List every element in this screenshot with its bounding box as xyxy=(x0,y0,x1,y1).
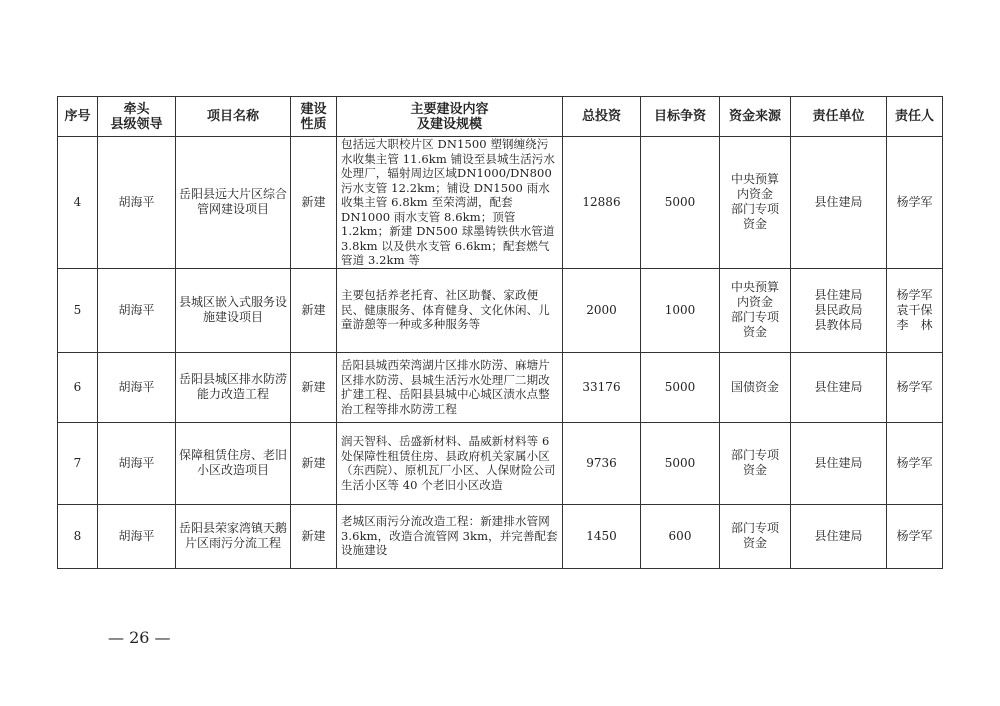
row-funding-source: 中央预算 内资金 部门专项 资金 xyxy=(720,137,791,269)
row-leader: 胡海平 xyxy=(98,504,176,568)
row-funding-source: 部门专项 资金 xyxy=(720,422,791,504)
row-total-investment: 2000 xyxy=(563,268,641,352)
row-content: 润天智科、岳盛新材料、晶威新材料等 6 处保障性租赁住房、县政府机关家属小区（东西院）、原机瓦厂小区、人保财险公司生活小区等 40 个老旧小区改造 xyxy=(337,422,563,504)
row-responsible-unit: 县住建局 xyxy=(791,422,887,504)
header-nature: 建设 性质 xyxy=(291,97,337,137)
row-funding-source: 中央预算 内资金 部门专项 资金 xyxy=(720,268,791,352)
row-target-funding: 1000 xyxy=(641,268,720,352)
table-row xyxy=(58,268,943,352)
row-total-investment: 1450 xyxy=(563,504,641,568)
row-total-investment: 9736 xyxy=(563,422,641,504)
row-responsible-person: 杨学军 袁干保 李 林 xyxy=(887,268,943,352)
row-responsible-unit: 县住建局 xyxy=(791,352,887,422)
row-responsible-unit: 县住建局 xyxy=(791,137,887,269)
row-leader: 胡海平 xyxy=(98,137,176,269)
row-responsible-person: 杨学军 xyxy=(887,422,943,504)
row-responsible-person: 杨学军 xyxy=(887,137,943,269)
header-content: 主要建设内容 及建设规模 xyxy=(337,97,563,137)
row-total-investment: 33176 xyxy=(563,352,641,422)
row-target-funding: 5000 xyxy=(641,137,720,269)
row-nature: 新建 xyxy=(291,137,337,269)
header-funding-source: 资金来源 xyxy=(720,97,791,137)
row-project-name: 县城区嵌入式服务设施建设项目 xyxy=(176,268,291,352)
row-leader: 胡海平 xyxy=(98,352,176,422)
row-leader: 胡海平 xyxy=(98,422,176,504)
row-project-name: 岳阳县城区排水防涝能力改造工程 xyxy=(176,352,291,422)
row-project-name: 岳阳县荣家湾镇天鹅片区雨污分流工程 xyxy=(176,504,291,568)
row-target-funding: 600 xyxy=(641,504,720,568)
table-row xyxy=(58,504,943,568)
header-total-investment: 总投资 xyxy=(563,97,641,137)
row-project-name: 岳阳县远大片区综合管网建设项目 xyxy=(176,137,291,269)
row-content: 岳阳县城西荣湾湖片区排水防涝、麻塘片区排水防涝、县城生活污水处理厂二期改扩建工程、岳阳县县城中心城区渍水点整治工程等排水防涝工程 xyxy=(337,352,563,422)
row-total-investment: 12886 xyxy=(563,137,641,269)
row-nature: 新建 xyxy=(291,352,337,422)
row-responsible-person: 杨学军 xyxy=(887,504,943,568)
row-index: 5 xyxy=(58,268,98,352)
row-index: 4 xyxy=(58,137,98,269)
row-index: 7 xyxy=(58,422,98,504)
row-index: 6 xyxy=(58,352,98,422)
header-project-name: 项目名称 xyxy=(176,97,291,137)
header-target-funding: 目标争资 xyxy=(641,97,720,137)
row-responsible-unit: 县住建局 县民政局 县教体局 xyxy=(791,268,887,352)
row-funding-source: 国债资金 xyxy=(720,352,791,422)
row-nature: 新建 xyxy=(291,504,337,568)
row-content: 主要包括养老托育、社区助餐、家政便民、健康服务、体育健身、文化休闲、儿童游憩等一种或多种服务等 xyxy=(337,268,563,352)
row-nature: 新建 xyxy=(291,422,337,504)
row-content: 包括远大职校片区 DN1500 塑钢缠绕污水收集主管 11.6km 铺设至县城生活污水处理厂，辐射周边区域DN1000/DN800污水支管 12.2km；铺设 DN1500 雨水收集主管 6.8km 至荣湾湖，配套 DN1000 雨水支管 8.6km；顶管 1.2km；新建 DN500 球墨铸铁供水管道 3.8km 以及供水支管 6.6km；配套燃气管道 3.2km 等 xyxy=(337,137,563,269)
table-row xyxy=(58,422,943,504)
row-project-name: 保障租赁住房、老旧小区改造项目 xyxy=(176,422,291,504)
row-nature: 新建 xyxy=(291,268,337,352)
header-row xyxy=(58,97,943,137)
header-responsible-person: 责任人 xyxy=(887,97,943,137)
row-funding-source: 部门专项 资金 xyxy=(720,504,791,568)
table-row xyxy=(58,137,943,269)
header-leader: 牵头 县级领导 xyxy=(98,97,176,137)
header-responsible-unit: 责任单位 xyxy=(791,97,887,137)
row-target-funding: 5000 xyxy=(641,422,720,504)
row-index: 8 xyxy=(58,504,98,568)
table-row xyxy=(58,352,943,422)
row-leader: 胡海平 xyxy=(98,268,176,352)
row-responsible-unit: 县住建局 xyxy=(791,504,887,568)
row-target-funding: 5000 xyxy=(641,352,720,422)
header-index: 序号 xyxy=(58,97,98,137)
row-content: 老城区雨污分流改造工程：新建排水管网 3.6km，改造合流管网 3km，并完善配套设施建设 xyxy=(337,504,563,568)
project-table xyxy=(57,96,943,569)
row-responsible-person: 杨学军 xyxy=(887,352,943,422)
page-number: — 26 — xyxy=(108,628,171,647)
